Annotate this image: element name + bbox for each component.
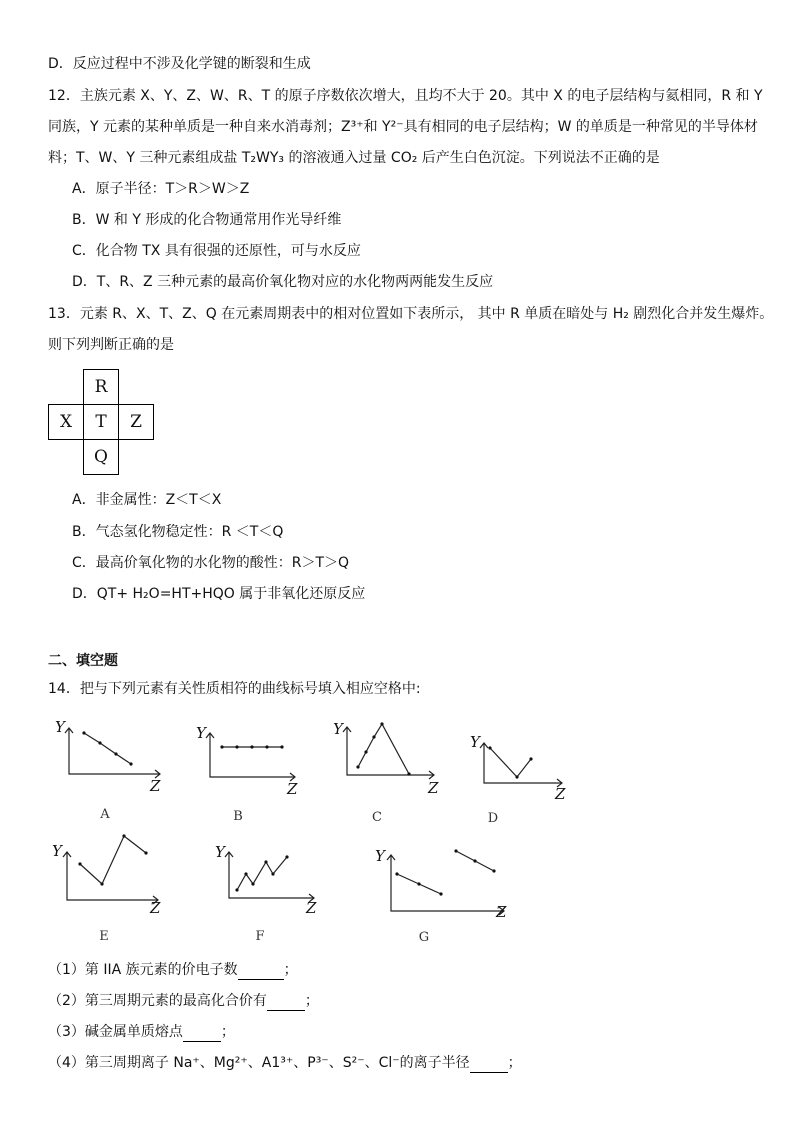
q14-part2 <box>48 991 319 1011</box>
q14-part4-end: ； <box>507 1055 522 1071</box>
graph-c-y-label: Y <box>333 720 343 738</box>
q14-part4 <box>48 1053 522 1073</box>
graph-e <box>63 836 158 904</box>
graph-d-y-label: Y <box>470 733 480 751</box>
q12-option-b: B．W 和 Y 形成的化合物通常用作光导纤维 <box>72 212 342 228</box>
q11-option-d: D．反应过程中不涉及化学键的断裂和生成 <box>48 56 311 72</box>
q14-part1 <box>48 960 298 980</box>
graph-g-z-label: Z <box>496 903 507 921</box>
graph-f-caption: F <box>255 929 265 944</box>
graph-d-caption: D <box>487 811 499 826</box>
graph-g <box>387 851 504 915</box>
q13-stem-line1: 13．元素 R、X、T、Z、Q 在元素周期表中的相对位置如下表所示， 其中 R 单质在暗处与 H₂ 剧烈化合并发生爆炸。 <box>48 306 774 322</box>
q14-part2-end: ； <box>304 993 319 1009</box>
graph-c <box>343 724 434 779</box>
graph-f-y-label: Y <box>215 843 225 861</box>
graph-d <box>480 743 562 787</box>
q12-stem-line3: 料；T、W、Y 三种元素组成盐 T₂WY₃ 的溶液通入过量 CO₂ 后产生白色沉淀。下列说法不正确的是 <box>48 150 660 166</box>
q14-part3 <box>48 1022 235 1042</box>
q14-part3-blank[interactable] <box>183 1025 221 1042</box>
graph-b-y-label: Y <box>196 724 206 742</box>
q14-part2-text: （2）第三周期元素的最高化合价有 <box>48 993 267 1009</box>
q14-stem: 14．把与下列元素有关性质相符的曲线标号填入相应空格中: <box>48 681 421 697</box>
graph-c-z-label: Z <box>428 779 439 797</box>
graph-a-y-label: Y <box>55 718 65 736</box>
graph-c-caption: C <box>372 810 382 825</box>
graph-g-y-label: Y <box>375 847 385 865</box>
graph-b-caption: B <box>233 809 243 824</box>
q13-option-a: A．非金属性：Z＜T＜X <box>72 492 222 508</box>
cell-x: X <box>49 405 84 440</box>
cell-t: T <box>84 405 119 440</box>
graph-a <box>65 728 160 778</box>
section-heading: 二、填空题 <box>48 653 118 669</box>
q14-part4-blank[interactable] <box>470 1056 508 1073</box>
graph-g-caption: G <box>418 930 430 945</box>
q13-option-d: D．QT+ H₂O=HT+HQO 属于非氧化还原反应 <box>72 586 366 602</box>
q12-option-a: A．原子半径：T＞R＞W＞Z <box>72 181 250 197</box>
graph-f-z-label: Z <box>306 899 317 917</box>
q13-option-c: C．最高价氧化物的水化物的酸性：R＞T＞Q <box>72 555 350 571</box>
q14-part2-blank[interactable] <box>267 994 305 1011</box>
q12-option-c: C．化合物 TX 具有很强的还原性，可与水反应 <box>72 243 361 259</box>
graph-a-caption: A <box>100 807 110 822</box>
graph-b-z-label: Z <box>287 780 298 798</box>
graph-e-y-label: Y <box>52 842 62 860</box>
graph-e-caption: E <box>99 929 109 944</box>
graph-d-z-label: Z <box>555 785 566 803</box>
q14-part4-text: （4）第三周期离子 Na⁺、Mg²⁺、A1³⁺、P³⁻、S²⁻、Cl⁻的离子半径 <box>48 1055 470 1071</box>
q14-part3-end: ； <box>220 1024 235 1040</box>
q14-part3-text: （3）碱金属单质熔点 <box>48 1024 183 1040</box>
graph-b <box>206 733 295 781</box>
cell-z: Z <box>119 405 154 440</box>
q12-option-d: D．T、R、Z 三种元素的最高价氧化物对应的水化物两两能发生反应 <box>72 274 494 290</box>
q12-stem-line2: 同族，Y 元素的某种单质是一种自来水消毒剂；Z³⁺和 Y²⁻具有相同的电子层结构；W 的单质是一种常见的半导体材 <box>48 119 758 135</box>
q12-stem-line1: 12．主族元素 X、Y、Z、W、R、T 的原子序数依次增大，且均不大于 20。其中 X 的电子层结构与氦相同，R 和 Y <box>48 88 763 104</box>
cell-r: R <box>84 370 119 405</box>
q13-stem-line2: 则下列判断正确的是 <box>48 337 174 353</box>
graph-f <box>225 852 314 902</box>
q14-part1-text: （1）第 IIA 族元素的价电子数 <box>48 962 238 978</box>
cell-q: Q <box>84 440 119 475</box>
graph-e-z-label: Z <box>150 899 161 917</box>
graph-a-z-label: Z <box>150 777 161 795</box>
q14-part1-end: ； <box>283 962 298 978</box>
q14-part1-blank[interactable] <box>238 963 284 980</box>
q13-option-b: B．气态氢化物稳定性：R ＜T＜Q <box>72 524 284 540</box>
